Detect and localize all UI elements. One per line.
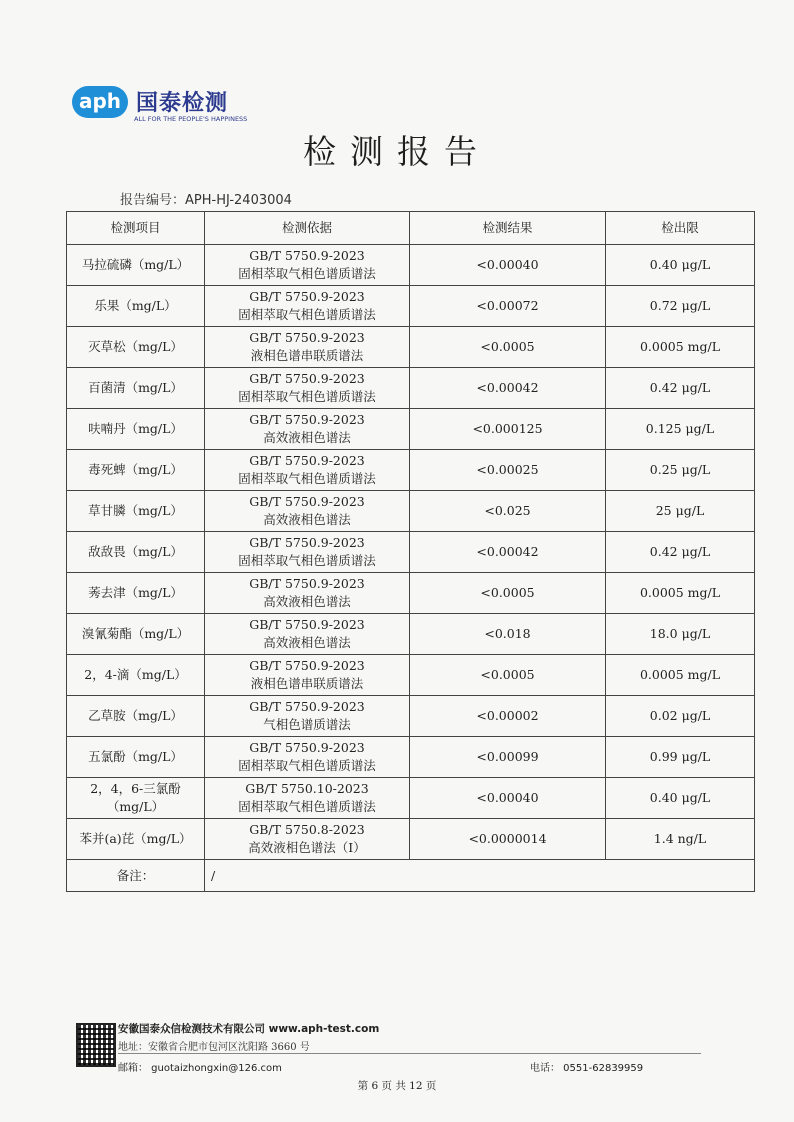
table-row bbox=[67, 737, 755, 778]
method-name: 固相萃取气相色谱质谱法 bbox=[238, 307, 376, 322]
item-cell: 溴氰菊酯（mg/L） bbox=[67, 614, 205, 655]
basis-cell bbox=[205, 614, 410, 655]
basis-cell bbox=[205, 409, 410, 450]
table-row bbox=[67, 409, 755, 450]
footer-divider bbox=[118, 1053, 701, 1054]
method-name: 固相萃取气相色谱质谱法 bbox=[238, 799, 376, 814]
table-row bbox=[67, 368, 755, 409]
item-cell: 2，4，6-三氯酚（mg/L） bbox=[67, 778, 205, 819]
standard-code: GB/T 5750.8-2023 bbox=[249, 822, 365, 837]
standard-code: GB/T 5750.9-2023 bbox=[249, 617, 365, 632]
standard-code: GB/T 5750.9-2023 bbox=[249, 699, 365, 714]
header-item: 检测项目 bbox=[67, 212, 205, 245]
limit-cell: 0.72 μg/L bbox=[606, 286, 755, 327]
table-row bbox=[67, 327, 755, 368]
report-title: 检测报告 bbox=[303, 132, 491, 171]
method-name: 固相萃取气相色谱质谱法 bbox=[238, 471, 376, 486]
standard-code: GB/T 5750.9-2023 bbox=[249, 453, 365, 468]
result-cell: <0.018 bbox=[410, 614, 606, 655]
result-cell: <0.00042 bbox=[410, 532, 606, 573]
table-row bbox=[67, 286, 755, 327]
standard-code: GB/T 5750.9-2023 bbox=[249, 248, 365, 263]
item-cell: 灭草松（mg/L） bbox=[67, 327, 205, 368]
method-name: 液相色谱串联质谱法 bbox=[250, 348, 364, 363]
limit-cell: 25 μg/L bbox=[606, 491, 755, 532]
limit-cell: 0.0005 mg/L bbox=[606, 655, 755, 696]
basis-cell bbox=[205, 327, 410, 368]
qr-code bbox=[76, 1023, 116, 1067]
basis-cell bbox=[205, 532, 410, 573]
result-cell: <0.00040 bbox=[410, 778, 606, 819]
standard-code: GB/T 5750.9-2023 bbox=[249, 412, 365, 427]
item-cell: 莠去津（mg/L） bbox=[67, 573, 205, 614]
basis-cell bbox=[205, 245, 410, 286]
limit-cell: 0.42 μg/L bbox=[606, 532, 755, 573]
method-name: 气相色谱质谱法 bbox=[263, 717, 351, 732]
company-logo bbox=[72, 84, 272, 128]
basis-cell bbox=[205, 450, 410, 491]
item-cell: 草甘膦（mg/L） bbox=[67, 491, 205, 532]
limit-cell: 0.99 μg/L bbox=[606, 737, 755, 778]
table-row bbox=[67, 532, 755, 573]
logo-name: 国泰检测 bbox=[136, 91, 229, 116]
basis-cell bbox=[205, 819, 410, 860]
standard-code: GB/T 5750.10-2023 bbox=[245, 781, 369, 796]
limit-cell: 0.0005 mg/L bbox=[606, 573, 755, 614]
standard-code: GB/T 5750.9-2023 bbox=[249, 371, 365, 386]
result-cell: <0.00025 bbox=[410, 450, 606, 491]
standard-code: GB/T 5750.9-2023 bbox=[249, 658, 365, 673]
method-name: 高效液相色谱法 bbox=[263, 430, 351, 445]
limit-cell: 1.4 ng/L bbox=[606, 819, 755, 860]
header-result: 检测结果 bbox=[410, 212, 606, 245]
result-cell: <0.00042 bbox=[410, 368, 606, 409]
basis-cell bbox=[205, 286, 410, 327]
item-cell: 乐果（mg/L） bbox=[67, 286, 205, 327]
result-cell: <0.00099 bbox=[410, 737, 606, 778]
limit-cell: 0.125 μg/L bbox=[606, 409, 755, 450]
method-name: 固相萃取气相色谱质谱法 bbox=[238, 266, 376, 281]
standard-code: GB/T 5750.9-2023 bbox=[249, 289, 365, 304]
footer-address: 地址：安徽省合肥市包河区沈阳路 3660 号 bbox=[118, 1042, 310, 1053]
limit-cell: 0.02 μg/L bbox=[606, 696, 755, 737]
table-row bbox=[67, 491, 755, 532]
table-row bbox=[67, 614, 755, 655]
item-cell: 百菌清（mg/L） bbox=[67, 368, 205, 409]
footer-email: 邮箱： guotaizhongxin@126.com bbox=[118, 1063, 282, 1074]
method-name: 高效液相色谱法（Ⅰ） bbox=[248, 840, 366, 855]
standard-code: GB/T 5750.9-2023 bbox=[249, 576, 365, 591]
item-cell: 2，4-滴（mg/L） bbox=[67, 655, 205, 696]
limit-cell: 0.25 μg/L bbox=[606, 450, 755, 491]
results-table bbox=[66, 211, 755, 892]
footer-company: 安徽国泰众信检测技术有限公司 www.aph-test.com bbox=[118, 1023, 380, 1035]
result-cell: <0.00002 bbox=[410, 696, 606, 737]
note-row bbox=[67, 860, 755, 892]
method-name: 固相萃取气相色谱质谱法 bbox=[238, 758, 376, 773]
basis-cell bbox=[205, 696, 410, 737]
item-cell: 乙草胺（mg/L） bbox=[67, 696, 205, 737]
basis-cell bbox=[205, 655, 410, 696]
basis-cell bbox=[205, 491, 410, 532]
method-name: 高效液相色谱法 bbox=[263, 635, 351, 650]
item-cell: 苯并(a)芘（mg/L） bbox=[67, 819, 205, 860]
report-number: 报告编号：APH-HJ-2403004 bbox=[120, 193, 292, 208]
item-cell: 马拉硫磷（mg/L） bbox=[67, 245, 205, 286]
header-basis: 检测依据 bbox=[205, 212, 410, 245]
limit-cell: 0.42 μg/L bbox=[606, 368, 755, 409]
table-header-row bbox=[67, 212, 755, 245]
basis-cell bbox=[205, 368, 410, 409]
result-cell: <0.00040 bbox=[410, 245, 606, 286]
item-cell: 呋喃丹（mg/L） bbox=[67, 409, 205, 450]
standard-code: GB/T 5750.9-2023 bbox=[249, 535, 365, 550]
header-limit: 检出限 bbox=[606, 212, 755, 245]
result-cell: <0.000125 bbox=[410, 409, 606, 450]
result-cell: <0.0005 bbox=[410, 655, 606, 696]
result-cell: <0.00072 bbox=[410, 286, 606, 327]
item-cell: 敌敌畏（mg/L） bbox=[67, 532, 205, 573]
result-cell: <0.025 bbox=[410, 491, 606, 532]
table-row bbox=[67, 696, 755, 737]
item-cell: 五氯酚（mg/L） bbox=[67, 737, 205, 778]
page-number: 第 6 页 共 12 页 bbox=[357, 1080, 437, 1092]
table-row bbox=[67, 245, 755, 286]
method-name: 固相萃取气相色谱质谱法 bbox=[238, 389, 376, 404]
table-row bbox=[67, 778, 755, 819]
item-cell: 毒死蜱（mg/L） bbox=[67, 450, 205, 491]
result-cell: <0.0000014 bbox=[410, 819, 606, 860]
table-row bbox=[67, 450, 755, 491]
note-label: 备注： bbox=[67, 860, 205, 892]
footer-phone: 电话： 0551-62839959 bbox=[530, 1063, 644, 1074]
limit-cell: 0.40 μg/L bbox=[606, 778, 755, 819]
standard-code: GB/T 5750.9-2023 bbox=[249, 330, 365, 345]
table-row bbox=[67, 655, 755, 696]
standard-code: GB/T 5750.9-2023 bbox=[249, 494, 365, 509]
basis-cell bbox=[205, 778, 410, 819]
method-name: 高效液相色谱法 bbox=[263, 594, 351, 609]
method-name: 固相萃取气相色谱质谱法 bbox=[238, 553, 376, 568]
table-row bbox=[67, 573, 755, 614]
limit-cell: 0.40 μg/L bbox=[606, 245, 755, 286]
basis-cell bbox=[205, 737, 410, 778]
logo-badge: aph bbox=[72, 86, 128, 118]
limit-cell: 18.0 μg/L bbox=[606, 614, 755, 655]
limit-cell: 0.0005 mg/L bbox=[606, 327, 755, 368]
table-row bbox=[67, 819, 755, 860]
method-name: 液相色谱串联质谱法 bbox=[250, 676, 364, 691]
method-name: 高效液相色谱法 bbox=[263, 512, 351, 527]
basis-cell bbox=[205, 573, 410, 614]
logo-slogan: ALL FOR THE PEOPLE'S HAPPINESS bbox=[134, 115, 248, 123]
result-cell: <0.0005 bbox=[410, 573, 606, 614]
result-cell: <0.0005 bbox=[410, 327, 606, 368]
standard-code: GB/T 5750.9-2023 bbox=[249, 740, 365, 755]
note-value: / bbox=[205, 860, 755, 892]
